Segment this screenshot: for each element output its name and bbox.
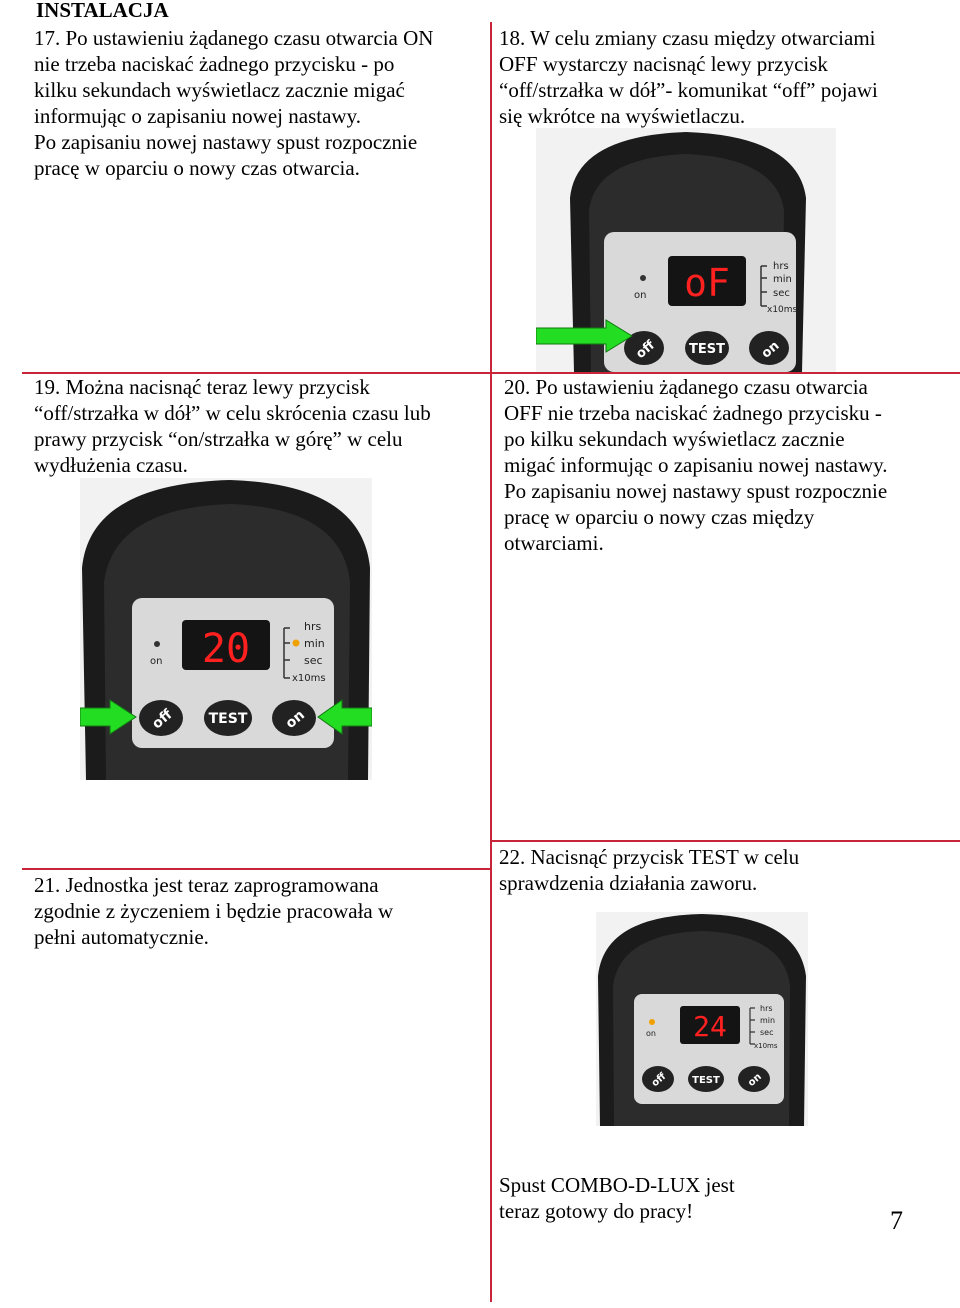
step-17-text: 17. Po ustawieniu żądanego czasu otwarcia ON nie trzeba naciskać żadnego przycisku - po kilku sekundach wyświetlacz zacznie migać informując o zapisaniu nowej nastawy. Po zapisaniu nowej nastawy spust rozpocznie pracę w oparciu o nowy czas otwarcia. [34, 26, 434, 180]
step-22-text: 22. Nacisnąć przycisk TEST w celu sprawdzenia działania zaworu. [499, 845, 800, 895]
step-19-text: 19. Można nacisnąć teraz lewy przycisk “off/strzałka w dół” w celu skrócenia czasu lub prawy przycisk “on/strzałka w górę” w celu wydłużenia czasu. [34, 375, 431, 477]
unit-sec: sec [760, 1028, 774, 1037]
row-divider-3 [490, 840, 960, 842]
unit-min: min [304, 637, 325, 650]
page-heading: INSTALACJA [36, 0, 169, 22]
row-divider-2 [22, 868, 490, 870]
off-button-label: off [633, 337, 658, 362]
column-divider-middle [490, 372, 492, 840]
display-readout: 20 [201, 626, 251, 672]
test-button-label: TEST [692, 1075, 720, 1086]
on-button-label: on [758, 338, 783, 362]
unit-hrs: hrs [773, 261, 789, 272]
on-label: on [646, 1029, 656, 1038]
off-button-label: off [149, 706, 176, 733]
step-21-text: 21. Jednostka jest teraz zaprogramowana zgodnie z życzeniem i będzie pracowała w pełni automatycznie. [34, 873, 394, 949]
unit-min: min [773, 274, 792, 285]
column-divider-bottom [490, 840, 492, 1302]
device-photo-step-19 [80, 478, 372, 780]
step-20-text: 20. Po ustawieniu żądanego czasu otwarcia OFF nie trzeba naciskać żadnego przycisku - po kilku sekundach wyświetlacz zacznie migać informując o zapisaniu nowej nastawy. Po zapisaniu nowej nastawy spust rozpocznie pracę w oparciu o nowy czas między otwarciami. [504, 375, 888, 555]
off-button-label: off [649, 1071, 669, 1090]
final-note: Spust COMBO-D-LUX jest teraz gotowy do pracy! [499, 1173, 735, 1223]
unit-x10ms: x10ms [767, 305, 798, 315]
unit-sec: sec [304, 654, 323, 667]
on-label: on [634, 290, 647, 301]
column-divider-top [490, 22, 492, 372]
display-readout: 24 [693, 1010, 727, 1043]
step-18-text: 18. W celu zmiany czasu między otwarciami OFF wystarczy nacisnąć lewy przycisk “off/strzałka w dół”- komunikat “off” pojawi się wkrótce na wyświetlaczu. [499, 26, 878, 128]
device-photo-step-22 [596, 912, 808, 1126]
unit-x10ms: x10ms [292, 673, 326, 684]
display-readout: oF [684, 261, 730, 305]
test-button-label: TEST [208, 711, 248, 727]
on-button-label: on [746, 1071, 764, 1089]
device-photo-step-18 [536, 128, 836, 372]
page-number: 7 [890, 1206, 903, 1235]
unit-hrs: hrs [760, 1004, 773, 1013]
unit-x10ms: x10ms [754, 1042, 778, 1050]
on-button-label: on [282, 707, 308, 732]
unit-hrs: hrs [304, 620, 322, 633]
unit-sec: sec [773, 288, 790, 299]
unit-min: min [760, 1016, 776, 1025]
on-label: on [150, 656, 163, 667]
test-button-label: TEST [689, 342, 725, 357]
